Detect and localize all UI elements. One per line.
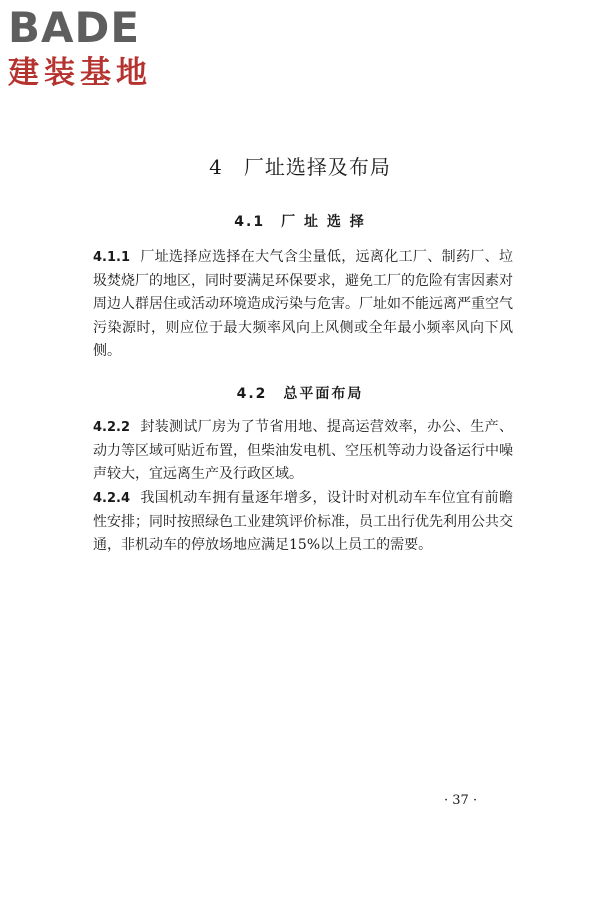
logo-brand-en: BADE (8, 3, 141, 52)
clause-number: 4.1.1 (93, 250, 131, 265)
logo (8, 4, 178, 92)
section-title-4-2: 4.2 总平面布局 (236, 386, 364, 402)
section-title-4-1: 4.1 厂 址 选 择 (234, 214, 366, 230)
clause-4-2-2 (93, 416, 513, 487)
chapter-title: 4 厂址选择及布局 (209, 155, 391, 179)
clause-text: 封装测试厂房为了节省用地、提高运营效率，办公、生产、动力等区域可贴近布置，但柴油发电机、空压机等动力设备运行中噪声较大，宜远离生产及行政区域。 (93, 419, 513, 482)
clause-4-1-1 (93, 246, 513, 364)
clause-text: 我国机动车拥有量逐年增多，设计时对机动车车位宜有前瞻性安排；同时按照绿色工业建筑评价标准，员工出行优先利用公共交通，非机动车的停放场地应满足15%以上员工的需要。 (93, 490, 513, 553)
clause-text: 厂址选择应选择在大气含尘量低，远离化工厂、制药厂、垃圾焚烧厂的地区，同时要满足环保要求，避免工厂的危险有害因素对周边人群居住或活动环境造成污染与危害。厂址如不能远离严重空气污染源时，则应位于最大频率风向上风侧或全年最小频率风向下风侧。 (93, 249, 513, 359)
clause-number: 4.2.4 (93, 491, 131, 506)
clause-number: 4.2.2 (93, 420, 131, 435)
clause-4-2-4 (93, 487, 513, 558)
page-number: · 37 · (444, 793, 478, 808)
logo-brand-zh: 建装基地 (8, 55, 152, 91)
